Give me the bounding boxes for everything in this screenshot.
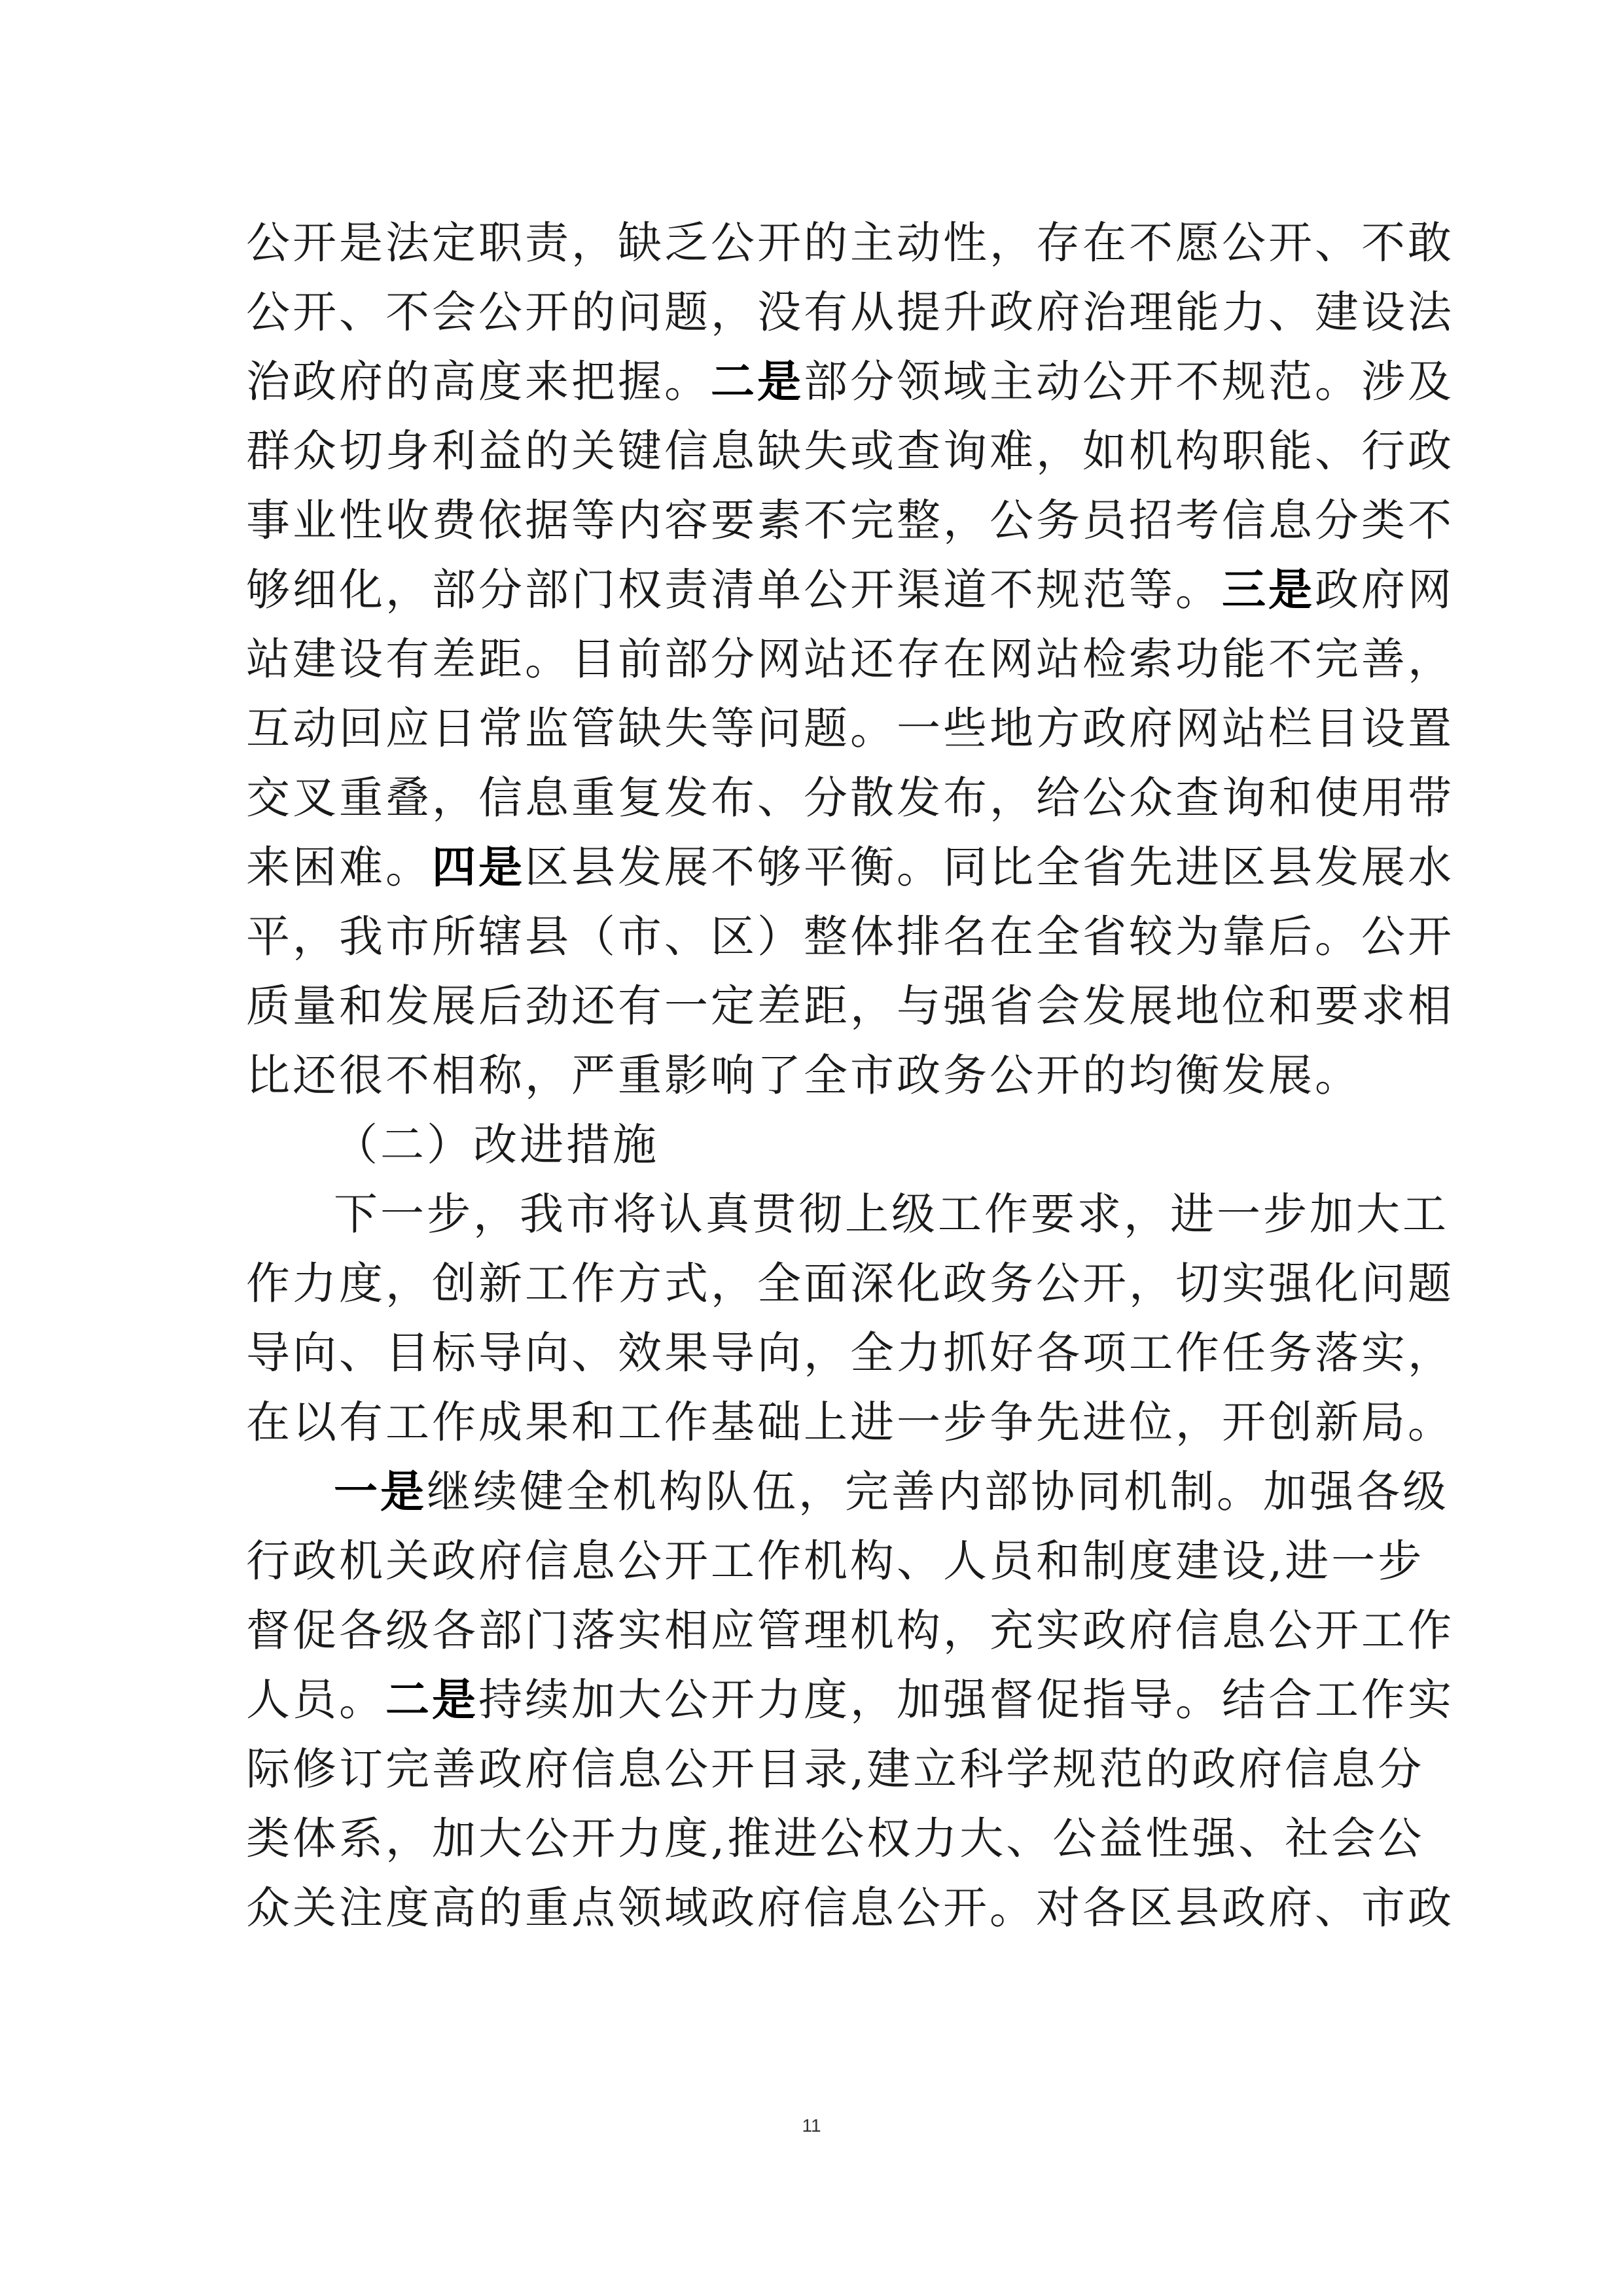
text-line xyxy=(246,278,1454,347)
text-segment: 够细化，部分部门权责清单公开渠道不规范等。 xyxy=(246,564,1222,615)
text-segment: 继续健全机构队伍，完善内部协同机制。加强各级 xyxy=(427,1466,1449,1517)
text-segment: 公开、不会公开的问题，没有从提升政府治理能力、建设法 xyxy=(246,287,1454,338)
text-segment: 导向、目标导向、效果导向，全力抓好各项工作任务落实， xyxy=(246,1327,1454,1378)
text-line xyxy=(246,1873,1454,1943)
text-line xyxy=(246,1110,1380,1179)
text-segment: 来困难。 xyxy=(246,842,432,893)
ordinal-keyword: 二是 xyxy=(711,356,804,407)
text-segment: 众关注度高的重点领域政府信息公开。对各区县政府、市政 xyxy=(246,1882,1454,1933)
text-line xyxy=(246,1249,1454,1318)
text-segment: 督促各级各部门落实相应管理机构，充实政府信息公开工作 xyxy=(246,1605,1454,1656)
text-line xyxy=(246,486,1454,555)
text-line xyxy=(246,833,1454,902)
text-segment: 类体系，加大公开力度,推进公权力大、公益性强、社会公 xyxy=(246,1813,1425,1864)
text-segment: 比还很不相称，严重影响了全市政务公开的均衡发展。 xyxy=(246,1050,1361,1101)
text-segment: 区县发展不够平衡。同比全省先进区县发展水 xyxy=(525,842,1454,893)
ordinal-keyword: 一是 xyxy=(334,1466,427,1517)
text-segment: 人员。 xyxy=(246,1674,385,1725)
text-line xyxy=(246,1804,1425,1873)
text-line xyxy=(246,1318,1454,1388)
text-line xyxy=(246,416,1454,486)
text-line xyxy=(246,208,1454,278)
text-line xyxy=(246,1526,1425,1596)
ordinal-keyword: 四是 xyxy=(432,842,525,893)
text-segment: 际修订完善政府信息公开目录,建立科学规范的政府信息分 xyxy=(246,1744,1425,1795)
text-line xyxy=(246,1457,1449,1526)
page-number: 11 xyxy=(802,2115,821,2136)
ordinal-keyword: 三是 xyxy=(1222,564,1315,615)
text-segment: 交叉重叠，信息重复发布、分散发布，给公众查询和使用带 xyxy=(246,772,1454,823)
text-segment: 站建设有差距。目前部分网站还存在网站检索功能不完善， xyxy=(246,634,1454,685)
text-line xyxy=(246,1179,1449,1249)
text-line xyxy=(246,555,1454,624)
text-segment: 事业性收费依据等内容要素不完整，公务员招考信息分类不 xyxy=(246,495,1454,546)
text-segment: 群众切身利益的关键信息缺失或查询难，如机构职能、行政 xyxy=(246,425,1454,476)
text-line xyxy=(246,1596,1454,1665)
text-line xyxy=(246,1388,1454,1457)
text-line xyxy=(246,1665,1454,1734)
text-segment: 质量和发展后劲还有一定差距，与强省会发展地位和要求相 xyxy=(246,980,1454,1031)
text-segment: 互动回应日常监管缺失等问题。一些地方政府网站栏目设置 xyxy=(246,703,1454,754)
ordinal-keyword: 二是 xyxy=(385,1674,478,1725)
text-line xyxy=(246,971,1454,1041)
text-line xyxy=(246,347,1454,416)
text-line xyxy=(246,763,1454,833)
text-segment: 在以有工作成果和工作基础上进一步争先进位，开创新局。 xyxy=(246,1397,1454,1448)
text-segment: 行政机关政府信息公开工作机构、人员和制度建设,进一步 xyxy=(246,1535,1425,1587)
text-segment: 持续加大公开力度，加强督促指导。结合工作实 xyxy=(478,1674,1454,1725)
text-segment: 政府网 xyxy=(1315,564,1454,615)
text-segment: 下一步，我市将认真贯彻上级工作要求，进一步加大工 xyxy=(334,1189,1449,1240)
text-segment: 治政府的高度来把握。 xyxy=(246,356,711,407)
text-segment: 公开是法定职责，缺乏公开的主动性，存在不愿公开、不敢 xyxy=(246,217,1454,268)
text-segment: 部分领域主动公开不规范。涉及 xyxy=(804,356,1454,407)
text-line xyxy=(246,1041,1380,1110)
text-line xyxy=(246,902,1454,971)
text-segment: 平，我市所辖县（市、区）整体排名在全省较为靠后。公开 xyxy=(246,911,1454,962)
text-line xyxy=(246,1734,1425,1804)
text-segment: 作力度，创新工作方式，全面深化政务公开，切实强化问题 xyxy=(246,1258,1454,1309)
text-line xyxy=(246,624,1454,694)
text-line xyxy=(246,694,1454,763)
document-body xyxy=(246,208,1454,1943)
text-segment: （二）改进措施 xyxy=(334,1119,659,1170)
